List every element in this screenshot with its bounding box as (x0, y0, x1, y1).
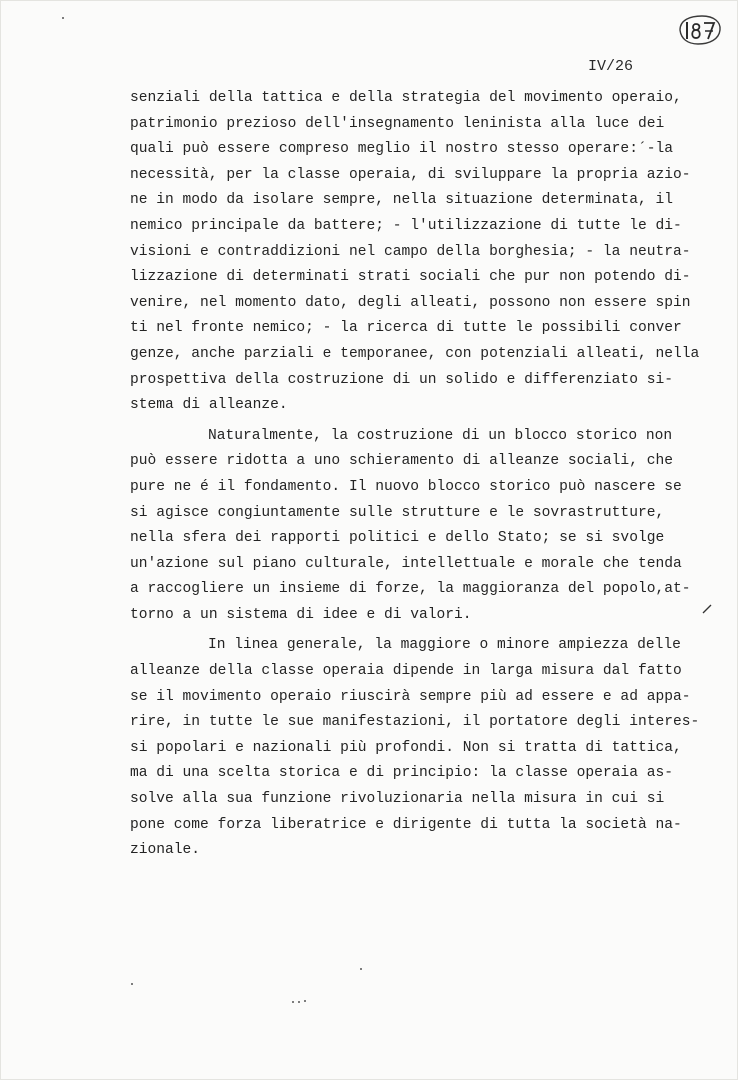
text-line: alleanze della classe operaia dipende in larga misura dal fatto (130, 663, 682, 680)
text-line: ti nel fronte nemico; - la ricerca di tutte le possibili conver (130, 320, 682, 337)
text-line: nella sfera dei rapporti politici e dello Stato; se si svolge (130, 530, 665, 547)
paper-speck (292, 1001, 294, 1003)
text-line: si popolari e nazionali più profondi. Non si tratta di tattica, (130, 739, 682, 756)
text-line: zionale. (130, 842, 201, 859)
text-line: Naturalmente, la costruzione di un blocco storico non (208, 427, 673, 444)
page-reference: IV/26 (588, 58, 634, 75)
text-line: genze, anche parziali e temporanee, con potenziali alleati, nella (130, 345, 700, 362)
text-line: prospettiva della costruzione di un solido e differenziato si- (130, 371, 673, 388)
text-line: a raccogliere un insieme di forze, la maggioranza del popolo,at- (130, 581, 691, 598)
text-line: senziali della tattica e della strategia del movimento operaio, (130, 90, 682, 106)
text-line: può essere ridotta a uno schieramento di alleanze sociali, che (130, 453, 673, 470)
text-line: patrimonio prezioso dell'insegnamento leninista alla luce dei (130, 115, 665, 132)
paragraph (130, 86, 710, 419)
text-line: ma di una scelta storica e di principio: la classe operaia as- (130, 765, 673, 782)
text-line: quali può essere compreso meglio il nostro stesso operare:´-la (130, 141, 673, 158)
paragraph (130, 633, 710, 863)
text-line: nemico principale da battere; - l'utilizzazione di tutte le di- (130, 217, 682, 234)
text-line: visioni e contraddizioni nel campo della borghesia; - la neutra- (130, 243, 691, 260)
paper-speck (298, 1001, 300, 1003)
margin-tick-mark-icon (702, 604, 712, 614)
document-body (130, 86, 710, 864)
paper-speck (304, 1000, 306, 1002)
text-line: un'azione sul piano culturale, intellettuale e morale che tenda (130, 555, 682, 572)
text-line: venire, nel momento dato, degli alleati, possono non essere spin (130, 294, 691, 311)
text-line: necessità, per la classe operaia, di sviluppare la propria azio- (130, 166, 691, 183)
paper-speck (360, 968, 362, 970)
text-line: si agisce congiuntamente sulle strutture e le sovrastrutture, (130, 504, 665, 521)
text-line: rire, in tutte le sue manifestazioni, il portatore degli interes- (130, 714, 700, 731)
text-line: lizzazione di determinati strati sociali che pur non potendo di- (130, 269, 691, 286)
text-line: stema di alleanze. (130, 397, 288, 414)
text-line: pure ne é il fondamento. Il nuovo blocco storico può nascere se (130, 478, 682, 495)
text-line: solve alla sua funzione rivoluzionaria nella misura in cui si (130, 791, 665, 808)
text-line: pone come forza liberatrice e dirigente di tutta la società na- (130, 816, 682, 833)
text-line: se il movimento operaio riuscirà sempre più ad essere e ad appa- (130, 688, 691, 705)
paper-speck (62, 17, 64, 19)
text-line: ne in modo da isolare sempre, nella situazione determinata, il (130, 192, 673, 209)
paper-speck (131, 983, 133, 985)
handwritten-stamp-icon (674, 12, 724, 48)
paragraph (130, 424, 710, 629)
page-number-stamp (674, 12, 724, 48)
text-line: torno a un sistema di idee e di valori. (130, 606, 472, 623)
text-line: In linea generale, la maggiore o minore ampiezza delle (208, 637, 681, 654)
